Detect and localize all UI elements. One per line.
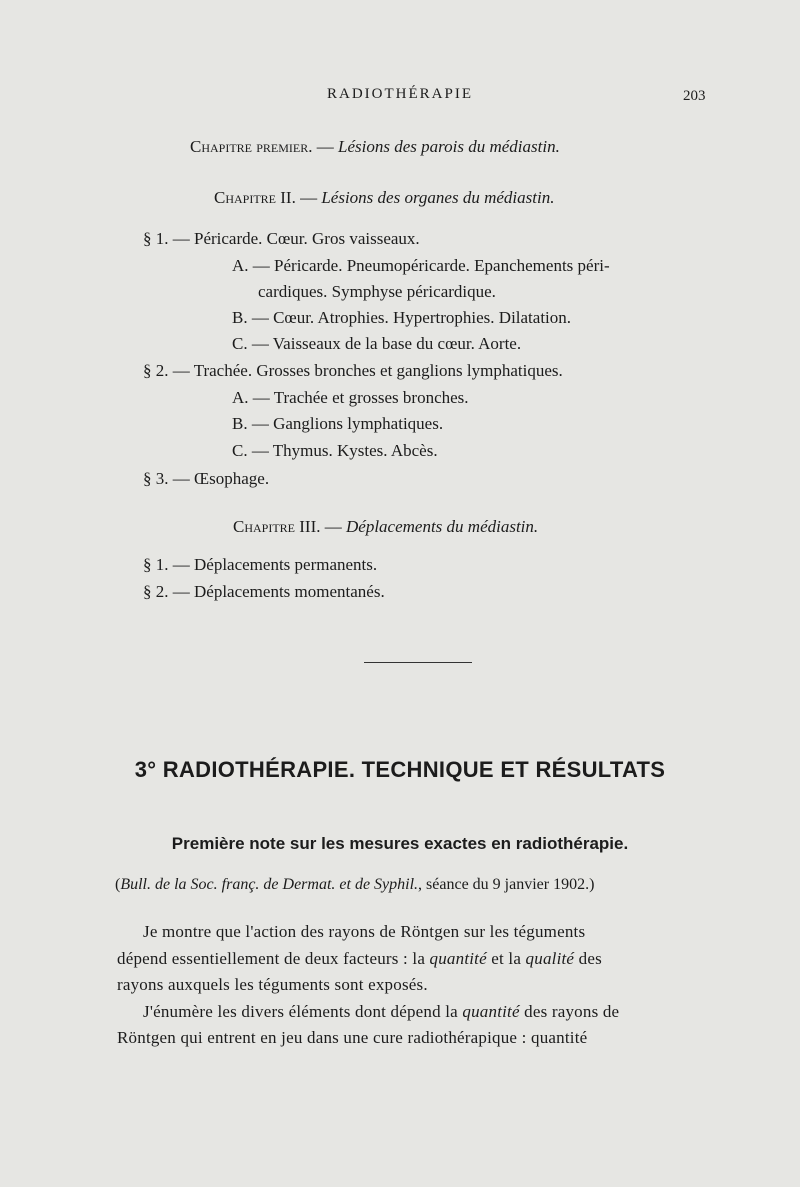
chapter-title: Lésions des organes du médiastin. (321, 188, 555, 207)
toc-chapter-3 (233, 517, 538, 537)
paragraph-1-line-1: Je montre que l'action des rayons de Röntgen sur les téguments (143, 922, 586, 941)
toc-ch2-section-3: § 3. — Œsophage. (143, 469, 270, 488)
emphasis-quantite: quantité (429, 949, 487, 968)
toc-ch3-section-2: § 2. — Déplacements momentanés. (143, 582, 385, 601)
chapter-dash: — (312, 137, 339, 156)
toc-ch2-s2-item-a: A. — Trachée et grosses bronches. (232, 388, 469, 407)
citation-source: Bull. de la Soc. franç. de Dermat. et de Syphil. (120, 876, 419, 893)
chapter-title: Lésions des parois du médiastin. (338, 137, 560, 156)
chapter-label: Chapitre premier. (190, 137, 313, 156)
section-heading: 3° RADIOTHÉRAPIE. TECHNIQUE ET RÉSULTATS (134, 757, 666, 782)
article-title: Première note sur les mesures exactes en radiothérapie. (171, 834, 629, 853)
paragraph-2-line-2: Röntgen qui entrent en jeu dans une cure radiothérapique : quantité (117, 1028, 588, 1047)
citation-date: , séance du 9 janvier 1902.) (418, 876, 595, 893)
section-divider (364, 662, 472, 663)
paragraph-1-line-3: rayons auxquels les téguments sont exposés. (117, 975, 428, 994)
toc-ch2-s1-item-a-line1: A. — Péricarde. Pneumopéricarde. Epanchements péri- (232, 256, 610, 275)
toc-ch3-section-1: § 1. — Déplacements permanents. (143, 555, 378, 574)
chapter-title: Déplacements du médiastin. (346, 517, 539, 536)
paragraph-1-line-2 (117, 949, 602, 969)
toc-chapter-1 (190, 137, 560, 157)
citation (115, 876, 594, 894)
chapter-dash: — (320, 517, 346, 536)
emphasis-qualite: qualité (525, 949, 575, 968)
text-run: J'énumère les divers éléments dont dépend la (143, 1002, 463, 1021)
running-header: RADIOTHÉRAPIE (327, 86, 473, 102)
text-run: et la (486, 949, 526, 968)
text-run: des rayons de (519, 1002, 620, 1021)
chapter-label: Chapitre II. (214, 188, 296, 207)
chapter-dash: — (295, 188, 322, 207)
toc-ch2-s1-item-c: C. — Vaisseaux de la base du cœur. Aorte. (232, 334, 522, 353)
toc-ch2-s2-item-b: B. — Ganglions lymphatiques. (232, 414, 444, 433)
toc-ch2-s2-item-c: C. — Thymus. Kystes. Abcès. (232, 441, 438, 460)
toc-ch2-section-2: § 2. — Trachée. Grosses bronches et ganglions lymphatiques. (143, 361, 563, 380)
text-run: des (574, 949, 602, 968)
toc-ch2-section-1: § 1. — Péricarde. Cœur. Gros vaisseaux. (143, 229, 420, 248)
page-number: 203 (683, 88, 706, 104)
chapter-label: Chapitre III. (233, 517, 321, 536)
emphasis-quantite: quantité (462, 1002, 520, 1021)
toc-ch2-s1-item-b: B. — Cœur. Atrophies. Hypertrophies. Dilatation. (232, 308, 572, 327)
citation-open-paren: ( (115, 876, 121, 893)
paragraph-2-line-1 (143, 1002, 619, 1022)
toc-ch2-s1-item-a-line2: cardiques. Symphyse péricardique. (258, 282, 496, 301)
text-run: dépend essentiellement de deux facteurs : la (117, 949, 430, 968)
toc-chapter-2 (214, 188, 554, 208)
